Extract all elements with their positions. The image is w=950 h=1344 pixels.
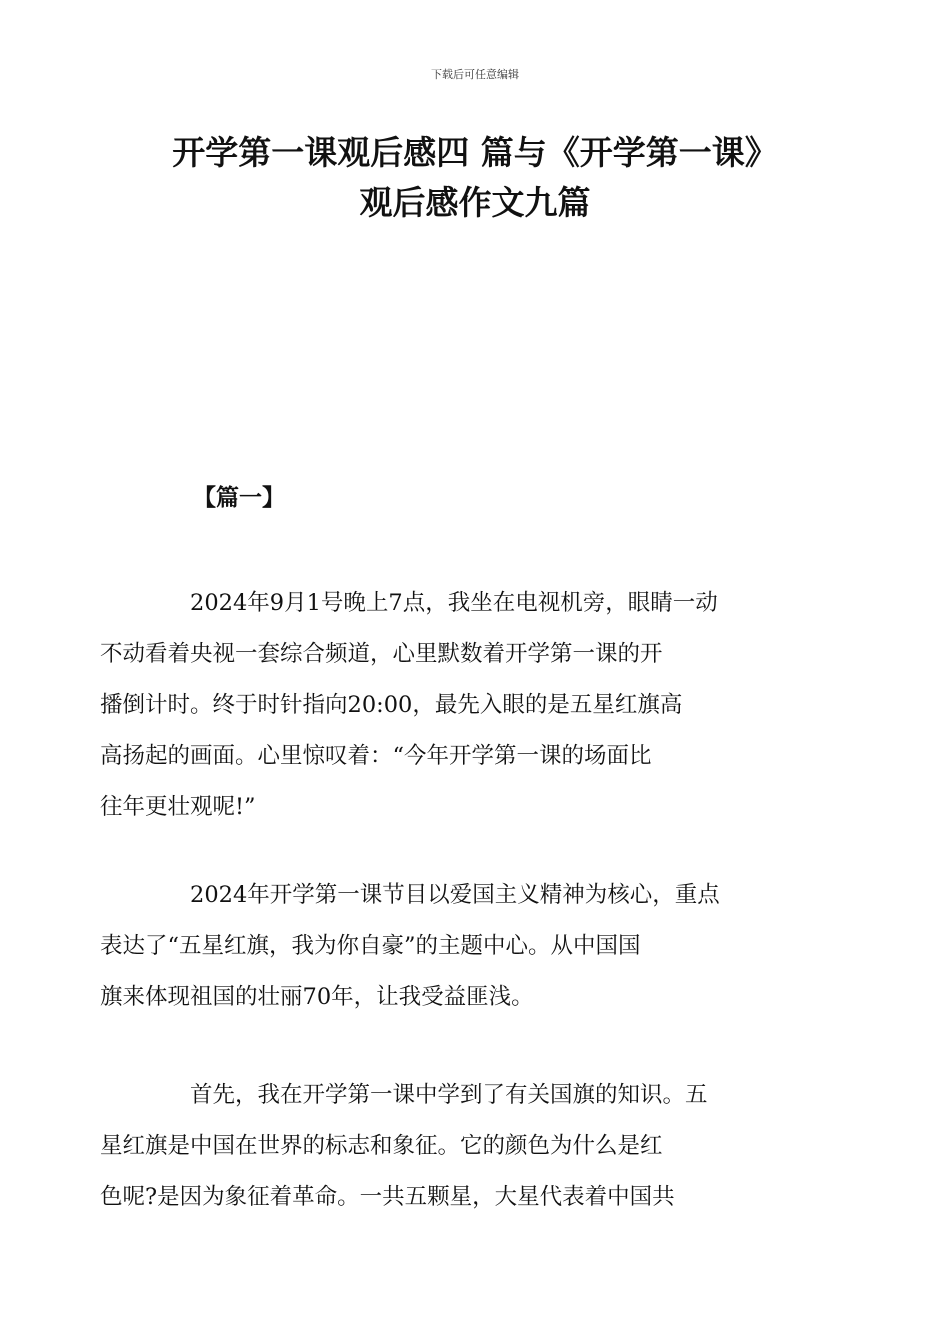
paragraph-line: 播倒计时。终于时针指向20:00，最先入眼的是五星红旗高 [100, 692, 683, 718]
paragraph-3 [100, 1070, 810, 1223]
title-line-1: 开学第一课观后感四 篇与《开学第一课》 [172, 133, 778, 172]
paragraph-line: 旗来体现祖国的壮丽70年，让我受益匪浅。 [100, 984, 534, 1010]
paragraph-line: 往年更壮观呢!” [100, 794, 256, 820]
paragraph-line: 表达了“五星红旗，我为你自豪”的主题中心。从中国国 [100, 933, 641, 959]
paragraph-line: 2024年9月1号晚上7点，我坐在电视机旁，眼睛一动 [190, 590, 718, 616]
paragraph-line: 首先，我在开学第一课中学到了有关国旗的知识。五 [190, 1082, 708, 1108]
title-line-2: 观后感作文九篇 [359, 183, 591, 222]
header-note: 下载后可任意编辑 [431, 68, 519, 81]
paragraph-line: 高扬起的画面。心里惊叹着：“今年开学第一课的场面比 [100, 743, 652, 769]
paragraph-line: 星红旗是中国在世界的标志和象征。它的颜色为什么是红 [100, 1133, 663, 1159]
paragraph-1 [100, 578, 810, 833]
paragraph-line: 不动看着央视一套综合频道，心里默数着开学第一课的开 [100, 641, 663, 667]
section-heading: 【篇一】 [193, 485, 285, 511]
paragraph-2 [100, 870, 810, 1023]
paragraph-line: 2024年开学第一课节目以爱国主义精神为核心，重点 [190, 882, 720, 908]
document-title [100, 128, 850, 228]
paragraph-line: 色呢?是因为象征着革命。一共五颗星，大星代表着中国共 [100, 1184, 675, 1210]
